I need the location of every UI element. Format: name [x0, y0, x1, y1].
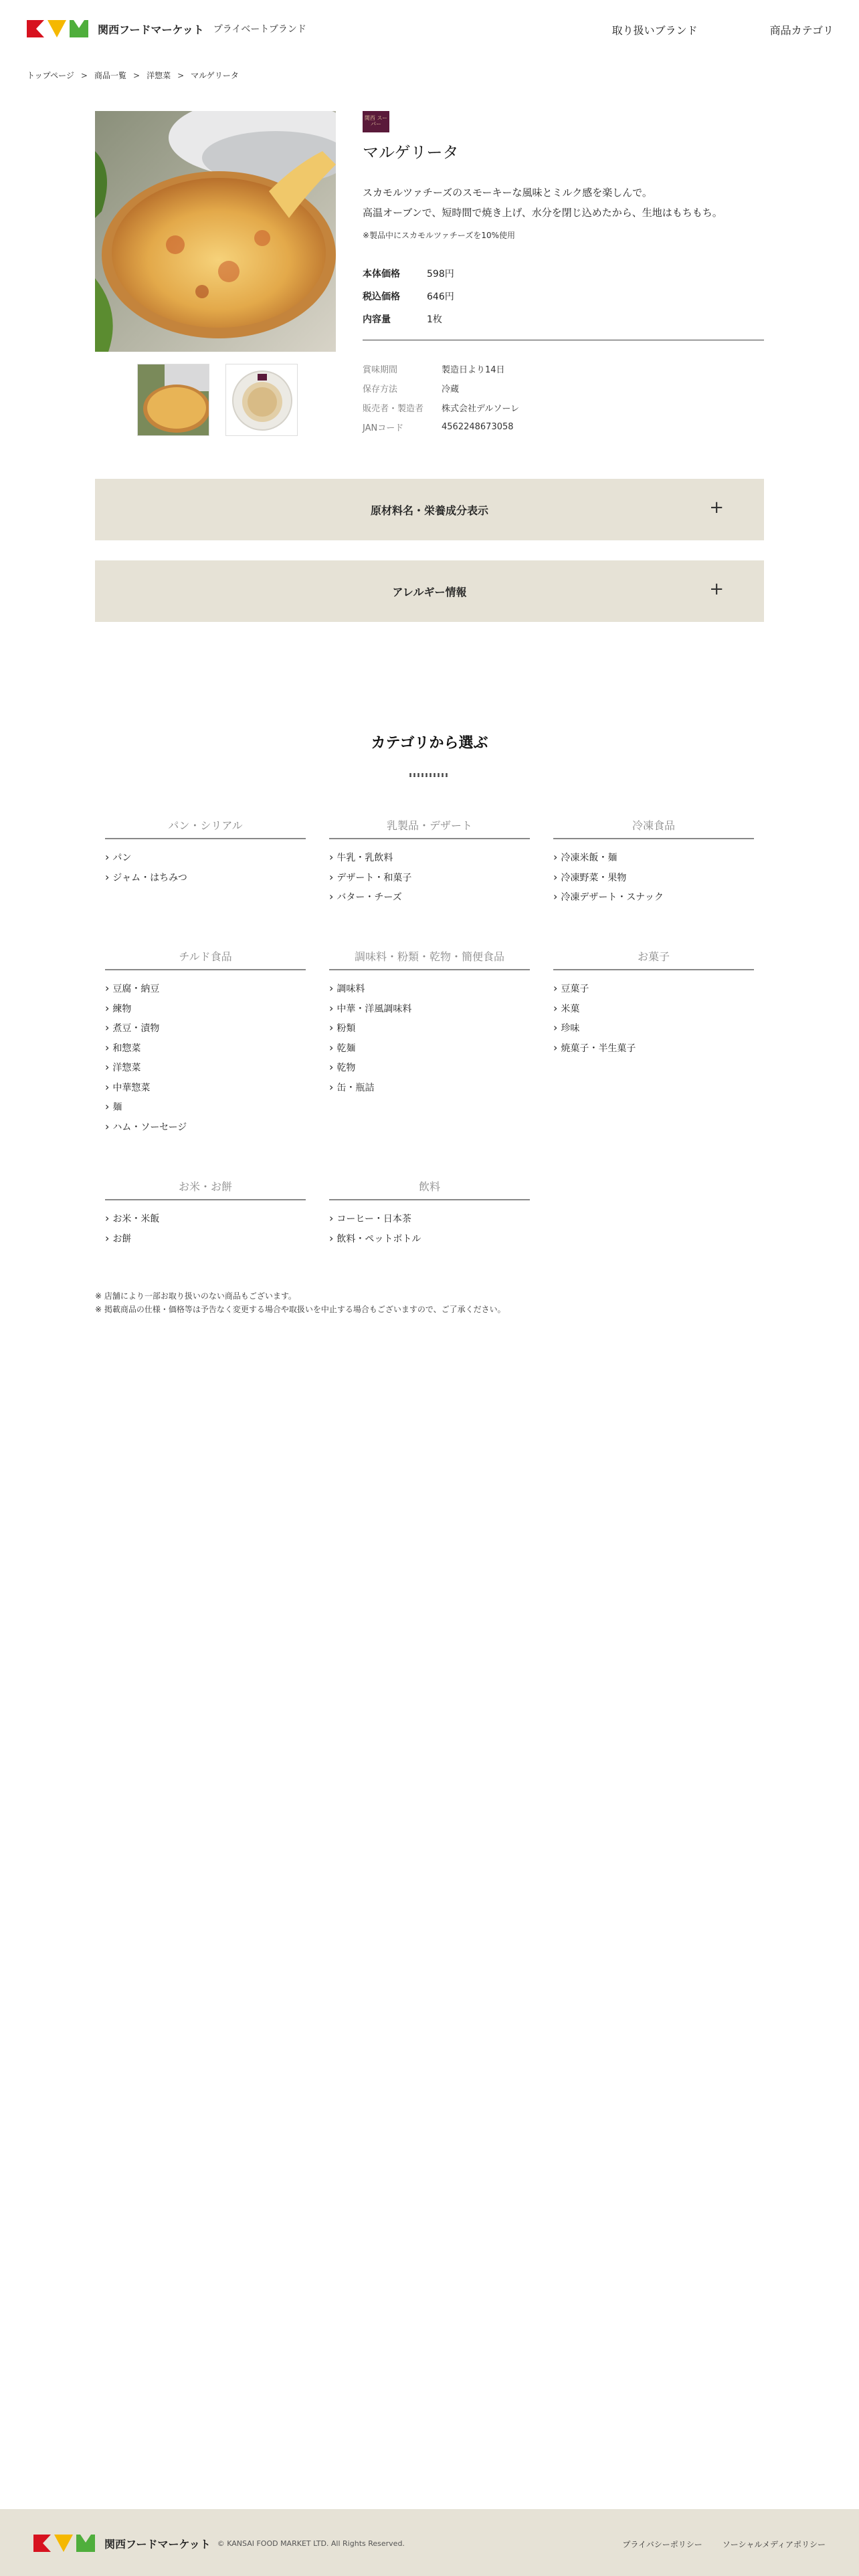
category-link[interactable]: › 米菓: [553, 998, 754, 1018]
meta-label: 販売者・製造者: [363, 404, 424, 414]
site-footer: [0, 2509, 859, 2576]
breadcrumb-separator-icon: >: [133, 70, 140, 80]
nav-categories[interactable]: 商品カテゴリ: [769, 24, 834, 37]
category-list: [105, 1208, 306, 1248]
package-thumb-icon: [226, 364, 298, 436]
category-link[interactable]: › 中華・洋風調味料: [329, 998, 530, 1018]
category-group-title: チルド食品: [105, 948, 306, 970]
category-group: [553, 948, 754, 1057]
category-link[interactable]: › 煮豆・漬物: [105, 1018, 306, 1038]
meta-row: [363, 398, 764, 417]
category-link[interactable]: › 冷凍野菜・果物: [553, 867, 754, 887]
category-link[interactable]: › 調味料: [329, 978, 530, 998]
brand-badge: 関西 スーパー: [363, 111, 389, 132]
product-name: マルゲリータ: [363, 143, 459, 162]
meta-value: 株式会社デルソーレ: [442, 404, 520, 414]
kfm-logo-icon: [27, 20, 88, 37]
category-link[interactable]: › 洋惣菜: [105, 1057, 306, 1077]
disclaimer-notes: [95, 1289, 506, 1316]
meta-row: [363, 417, 764, 437]
breadcrumb-current: マルゲリータ: [191, 71, 239, 80]
breadcrumb-category[interactable]: 洋惣菜: [147, 71, 171, 80]
category-group-title: パン・シリアル: [105, 817, 306, 839]
category-group-title: お米・お餅: [105, 1178, 306, 1200]
thumbnail-package[interactable]: [225, 364, 298, 436]
category-link[interactable]: › 豆菓子: [553, 978, 754, 998]
social-media-policy-link[interactable]: ソーシャルメディアポリシー: [722, 2540, 826, 2549]
price-value: 646円: [427, 292, 454, 302]
category-link[interactable]: › 練物: [105, 998, 306, 1018]
category-link[interactable]: › 缶・瓶詰: [329, 1077, 530, 1097]
logo-company: 関西フードマーケット: [98, 23, 204, 36]
category-section-title: カテゴリから選ぶ: [371, 735, 488, 752]
category-group: [105, 948, 306, 1136]
category-link[interactable]: › 乾物: [329, 1057, 530, 1077]
category-link[interactable]: › 冷凍デザート・スナック: [553, 887, 754, 907]
meta-label: JANコード: [363, 423, 404, 433]
category-group: [329, 817, 530, 907]
category-link[interactable]: › お米・米飯: [105, 1208, 306, 1228]
price-value: 598円: [427, 269, 454, 280]
kfm-logo-icon: [33, 2535, 95, 2552]
category-link[interactable]: › ジャム・はちみつ: [105, 867, 306, 887]
category-link[interactable]: › 豆腐・納豆: [105, 978, 306, 998]
category-group-title: 乳製品・デザート: [329, 817, 530, 839]
category-link[interactable]: › 珍味: [553, 1018, 754, 1038]
category-group: [329, 1178, 530, 1248]
description-line: 高温オーブンで、短時間で焼き上げ、水分を閉じ込めたから、生地はもちもち。: [363, 207, 723, 219]
category-list: [105, 847, 306, 887]
breadcrumb: [27, 70, 239, 81]
breadcrumb-separator-icon: >: [177, 70, 185, 80]
privacy-policy-link[interactable]: プライバシーポリシー: [622, 2540, 702, 2549]
price-label: 税込価格: [363, 292, 400, 302]
category-link[interactable]: › ハム・ソーセージ: [105, 1117, 306, 1137]
description-line: スカモルツァチーズのスモーキーな風味とミルク感を楽しんで。: [363, 187, 652, 199]
copyright: © KANSAI FOOD MARKET LTD. All Rights Reserved.: [217, 2539, 405, 2548]
breadcrumb-top[interactable]: トップページ: [27, 71, 74, 80]
category-link[interactable]: › パン: [105, 847, 306, 867]
price-table: [363, 262, 764, 330]
category-list: [105, 978, 306, 1136]
category-group-title: お菓子: [553, 948, 754, 970]
price-value: 1枚: [427, 314, 442, 325]
category-group-title: 冷凍食品: [553, 817, 754, 839]
disclaimer-line: ※ 掲載商品の仕様・価格等は予告なく変更する場合や取扱いを中止する場合もございますので、ご了承ください。: [95, 1305, 506, 1314]
accordion-ingredients[interactable]: [95, 479, 764, 540]
price-row: [363, 285, 764, 308]
site-logo[interactable]: [27, 20, 306, 37]
meta-row: [363, 379, 764, 398]
category-list: [553, 978, 754, 1057]
meta-value: 冷蔵: [442, 385, 460, 395]
plus-icon: +: [709, 579, 724, 599]
category-link[interactable]: › 麺: [105, 1097, 306, 1117]
nav-brands[interactable]: 取り扱いブランド: [611, 24, 698, 37]
category-link[interactable]: › 牛乳・乳飲料: [329, 847, 530, 867]
product-info: [363, 111, 764, 437]
category-link[interactable]: › デザート・和菓子: [329, 867, 530, 887]
price-row: [363, 308, 764, 330]
category-group: [329, 948, 530, 1097]
category-list: [329, 1208, 530, 1248]
meta-label: 賞味期間: [363, 365, 398, 375]
dotted-ornament-icon: [409, 773, 450, 777]
category-link[interactable]: › お餅: [105, 1228, 306, 1249]
category-list: [553, 847, 754, 907]
logo-subtitle: プライベートブランド: [213, 24, 306, 35]
global-nav: [612, 22, 834, 37]
category-link[interactable]: › 乾麺: [329, 1038, 530, 1058]
category-group: [105, 1178, 306, 1248]
price-row: [363, 262, 764, 285]
meta-value: 4562248673058: [442, 422, 514, 432]
category-link[interactable]: › バター・チーズ: [329, 887, 530, 907]
category-list: [329, 847, 530, 907]
category-list: [329, 978, 530, 1097]
category-link[interactable]: › 飲料・ペットボトル: [329, 1228, 530, 1249]
price-label: 内容量: [363, 314, 391, 325]
footer-links: [622, 2539, 826, 2550]
footer-logo[interactable]: [33, 2535, 405, 2552]
site-header: [0, 0, 859, 60]
meta-table: [363, 359, 764, 437]
breadcrumb-list[interactable]: 商品一覧: [94, 71, 126, 80]
category-link[interactable]: › 中華惣菜: [105, 1077, 306, 1097]
breadcrumb-separator-icon: >: [80, 70, 88, 80]
category-link[interactable]: › 粉類: [329, 1018, 530, 1038]
accordion-allergy[interactable]: [95, 560, 764, 622]
product-note: ※製品中にスカモルツァチーズを10%使用: [363, 231, 516, 240]
pizza-thumb-icon: [138, 364, 209, 436]
category-link[interactable]: › 和惣菜: [105, 1038, 306, 1058]
product-thumbnails: [137, 364, 298, 436]
price-label: 本体価格: [363, 269, 400, 280]
category-group: [553, 817, 754, 907]
meta-row: [363, 359, 764, 379]
product-main-image: [95, 111, 336, 352]
category-link[interactable]: › 冷凍米飯・麺: [553, 847, 754, 867]
meta-value: 製造日より14日: [442, 365, 505, 375]
category-link[interactable]: › 焼菓子・半生菓子: [553, 1038, 754, 1058]
accordion-label: アレルギー情報: [392, 585, 467, 599]
category-group-title: 飲料: [329, 1178, 530, 1200]
product-description: [363, 183, 764, 223]
accordion-label: 原材料名・栄養成分表示: [370, 504, 488, 517]
category-link[interactable]: › コーヒー・日本茶: [329, 1208, 530, 1228]
disclaimer-line: ※ 店舗により一部お取り扱いのない商品もございます。: [95, 1291, 296, 1301]
plus-icon: +: [709, 498, 724, 518]
meta-label: 保存方法: [363, 385, 398, 395]
category-group: [105, 817, 306, 887]
pizza-photo-icon: [95, 111, 336, 352]
footer-company: 関西フードマーケット: [104, 2537, 211, 2551]
category-group-title: 調味料・粉類・乾物・簡便食品: [329, 948, 530, 970]
thumbnail-pizza[interactable]: [137, 364, 209, 436]
